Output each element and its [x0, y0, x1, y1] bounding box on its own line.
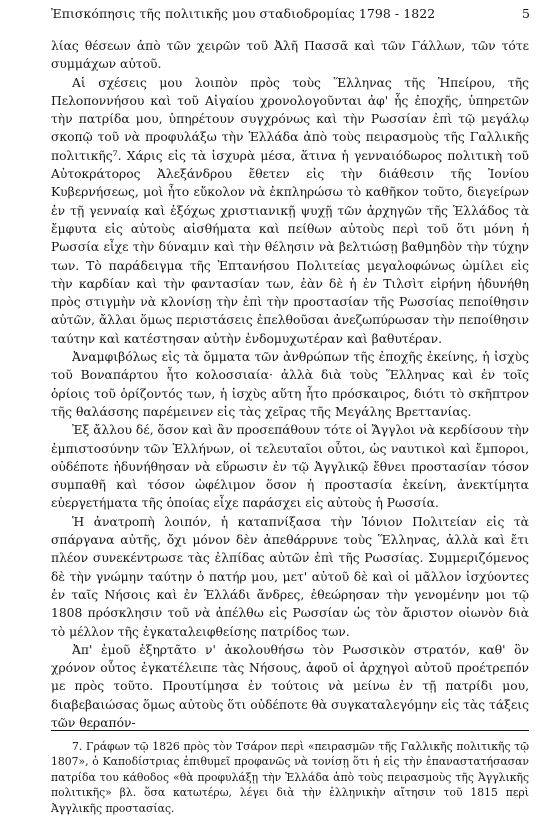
paragraph: Ἀπ' ἐμοῦ ἐξηρτᾶτο ν' ἀκολουθήσω τὸν Ρωσσικὸν στρατόν, καθ' ὃν χρόνον οὗτος ἐγκατέλειπε τὰς Νήσους, ἀφοῦ οἱ ἀρχηγοὶ αὐτοῦ προέτρεπόν με πρὸς τοῦτο. Προυτίμησα ἐν τούτοις νὰ μείνω ἐν τῇ πατρίδι μου, διαβεβαιώσας ὅμως αὐτοὺς ὅτι οὐδέποτε θὰ συγκαταλεγόμην εἰς τὰς τάξεις τῶν θεραπόν-: [51, 642, 529, 730]
footnote-divider: [51, 730, 529, 731]
footnote: 7. Γράφων τῷ 1826 πρὸς τὸν Τσάρον περὶ «πειρασμῶν τῆς Γαλλικῆς πολιτικῆς τῷ 1807», ὁ Καποδίστριας ἐπιθυμεῖ προφανῶς νὰ τονίσῃ ὅτι ἡ εἰς τὴν ἐπαναστατήσασαν πατρίδα του κάθοδος «θὰ προφυλάξῃ τὴν Ἑλλάδα ἀπὸ τοὺς πειρασμοὺς τῆς Ἀγγλικῆς πολιτικῆς» βλ. ὅσα κατωτέρω, λέγει διὰ τὴν ἑλληνικὴν αἴτησιν τοῦ 1815 περὶ Ἀγγλικῆς προστασίας.: [51, 740, 529, 815]
paragraph: λίας θέσεων ἀπὸ τῶν χειρῶν τοῦ Ἀλῆ Πασσᾶ καὶ τῶν Γάλλων, τῶν τότε συμμάχων αὐτοῦ.: [51, 39, 529, 72]
paragraph: Ἡ ἀνατροπὴ λοιπόν, ἡ καταπνίξασα τὴν Ἰόνιον Πολιτείαν εἰς τὰ σπάργανα αὐτῆς, ὄχι μόνον δὲν ἀπεθάρρυνε τοὺς Ἕλληνας, ἀλλὰ καὶ ἔτι πλέον συνεκέντρωσε τὰς ἐλπίδας αὐτῶν ἐπὶ τῆς Ρωσσίας. Συμμεριζόμενος δὲ τὴν γνώμην ταύτην ὁ πατήρ μου, μετ' αὐτοῦ δὲ καὶ οἱ μᾶλλον ἰσχύοντες ἐν ταῖς Νήσοις καὶ ἐν Ἑλλάδι ἄνδρες, ἐθεώρησαν τὴν γενομένην μοι τῷ 1808 πρόσκλησιν τοῦ νὰ ἀπέλθω εἰς Ρωσσίαν ὡς τὸν ἄριστον οἰωνὸν διὰ τὸ μέλλον τῆς ἐγκαταλειφθείσης πατρίδος των.: [51, 514, 529, 639]
paragraph: Ἀναμφιβόλως εἰς τὰ ὄμματα τῶν ἀνθρώπων τῆς ἐποχῆς ἐκείνης, ἡ ἰσχὺς τοῦ Βοναπάρτου ἦτο κολοσσιαία· ἀλλὰ διὰ τοὺς Ἕλληνας καὶ ἐν τοῖς ὁρίοις τοῦ ὁρίζοντός των, ἡ ἰσχὺς αὕτη ἦτο πρόσκαιρος, διότι τὸ σκῆπτρον τῆς θαλάσσης παρέμεινεν εἰς τὰς χεῖρας τῆς Μεγάλης Βρεττανίας.: [51, 350, 529, 419]
paragraph: Αἱ σχέσεις μου λοιπὸν πρὸς τοὺς Ἕλληνας τῆς Ἠπείρου, τῆς Πελοποννήσου καὶ τοῦ Αἰγαίου χρονολογοῦνται ἀφ' ἧς ἐποχῆς, ὑπηρετῶν τὴν πατρίδα μου, ὑπηρέτουν συγχρόνως καὶ τὴν Ρωσσίαν ἐπὶ τῷ μεγάλῳ σκοπῷ τοῦ νὰ προφυλάξω τὴν Ἑλλάδα ἀπὸ τοὺς πειρασμοὺς τῆς Γαλλικῆς πολιτικῆς⁷. Χάρις εἰς τὰ ἰσχυρὰ μέσα, ἅτινα ἡ γενναιόδωρος πολιτικὴ τοῦ Αὐτοκράτορος Ἀλεξάνδρου ἔθετεν εἰς τὴν διάθεσιν τῆς Ἰονίου Κυβερνήσεως, μοὶ ἦτο εὔκολον νὰ ἐκπληρώσω τὸ καθῆκον τοῦτο, διεγείρων ἐν τῇ γενναίᾳ καὶ ἐξόχως χριστιανικῇ ψυχῇ τῶν ἀρχηγῶν τῆς Ἑλλάδος τὰ ἔμφυτα εἰς αὐτοὺς αἰσθήματα καὶ πείθων αὐτοὺς περὶ τοῦ ὅτι μόνη ἡ Ρωσσία εἶχε τὴν δύναμιν καὶ τὴν θέλησιν νὰ βελτιώσῃ βαθμηδὸν τὴν τύχην των. Τὸ παράδειγμα τῆς Ἑπτανήσου Πολιτείας μεγαλοφώνως ὡμίλει εἰς τὴν καρδίαν καὶ τὴν φαντασίαν των, ἐὰν δὲ ἡ ἐν Τιλσὶτ εἰρήνη ἠδυνήθη πρὸς στιγμὴν νὰ κλονίσῃ τὴν ἐπὶ τὴν προστασίαν τῆς Ρωσσίας πεποίθησιν αὐτῶν, ἄλλαι ὅμως περιστάσεις ἐπελθοῦσαι ἀνεζωπύρωσαν τὴν πεποίθησιν ταύτην καὶ κατέστησαν αὐτὴν ἐνδομυχωτέραν καὶ βαθυτέραν.: [51, 75, 529, 346]
running-title: Ἐπισκόπησις τῆς πολιτικῆς μου σταδιοδρομίας 1798 - 1822: [51, 6, 436, 21]
main-text: [51, 37, 529, 732]
page-number: 5: [521, 6, 530, 21]
paragraph: Ἐξ ἄλλου δέ, ὅσον καὶ ἂν προσεπάθουν τότε οἱ Ἄγγλοι νὰ κερδίσουν τὴν ἐμπιστοσύνην τῶν Ἑλλήνων, οἱ τελευταῖοι οὗτοι, ὡς ναυτικοὶ καὶ ἔμποροι, οὐδέποτε ἠδυνήθησαν νὰ εὕρωσιν ἐν τῷ Ἀγγλικῷ ἔθνει προστασίαν τόσον συμπαθῆ καὶ τόσον ὠφέλιμον ὅσον ἡ προστασία ἐκείνη, ἀνεκτίμητα εὐεργετήματα τῆς ὁποίας εἶχε παράσχει εἰς αὐτοὺς ἡ Ρωσσία.: [51, 423, 529, 511]
running-header: [51, 6, 530, 24]
